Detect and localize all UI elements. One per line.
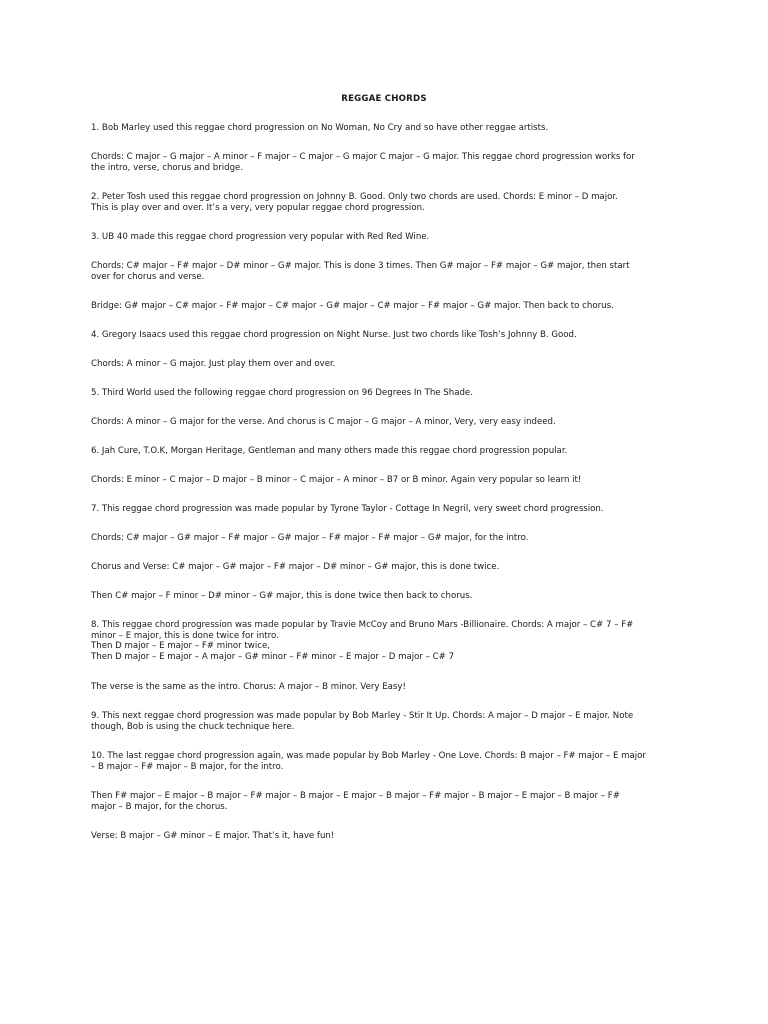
paragraph-9 — [91, 388, 681, 399]
paragraph-line: 2. Peter Tosh used this reggae chord progression on Johnny B. Good. Only two chords are used. Chords: E minor – D major. — [91, 192, 618, 202]
paragraph-3 — [91, 192, 681, 213]
paragraph-8 — [91, 359, 681, 370]
paragraph-2 — [91, 152, 681, 173]
paragraph-15 — [91, 562, 681, 573]
paragraph-11 — [91, 446, 681, 457]
paragraph-line: Then C# major – F minor – D# minor – G# major, this is done twice then back to chorus. — [91, 591, 473, 601]
paragraph-21 — [91, 791, 681, 812]
paragraph-line: Bridge: G# major – C# major – F# major – C# major – G# major – C# major – F# major – G# major. Then back to chorus. — [91, 301, 614, 311]
paragraph-line: 9. This next reggae chord progression was made popular by Bob Marley - Stir It Up. Chords: A major – D major – E major. Note — [91, 711, 634, 721]
paragraph-18 — [91, 682, 681, 693]
paragraph-line: Chorus and Verse: C# major – G# major – F# major – D# minor – G# major, this is done twice. — [91, 562, 500, 572]
paragraph-line: minor – E major, this is done twice for intro. — [91, 630, 279, 641]
paragraph-4 — [91, 232, 681, 243]
paragraph-10 — [91, 417, 681, 428]
paragraph-16 — [91, 591, 681, 602]
paragraph-5 — [91, 261, 681, 282]
paragraph-line: – B major – F# major – B major, for the intro. — [91, 761, 284, 772]
paragraph-line: 4. Gregory Isaacs used this reggae chord progression on Night Nurse. Just two chords like Tosh’s Johnny B. Good. — [91, 330, 577, 340]
paragraph-22 — [91, 831, 681, 842]
paragraph-line: 10. The last reggae chord progression again, was made popular by Bob Marley - One Love. Chords: B major – F# major – E major — [91, 751, 646, 761]
paragraph-line: though, Bob is using the chuck technique here. — [91, 721, 295, 732]
paragraph-line: The verse is the same as the intro. Chorus: A major – B minor. Very Easy! — [91, 682, 406, 692]
paragraph-line: Chords: C# major – G# major – F# major – G# major – F# major – F# major – G# major, for the intro. — [91, 533, 529, 543]
paragraph-line: Chords: A minor – G major for the verse. And chorus is C major – G major – A minor, Very, very easy indeed. — [91, 417, 556, 427]
paragraph-line: Then D major – E major – F# minor twice, — [91, 641, 270, 652]
paragraph-line: the intro, verse, chorus and bridge. — [91, 162, 244, 173]
paragraph-1 — [91, 123, 681, 134]
paragraph-line: 1. Bob Marley used this reggae chord progression on No Woman, No Cry and so have other reggae artists. — [91, 123, 549, 133]
paragraph-17 — [91, 620, 681, 662]
paragraph-line: Chords: E minor – C major – D major – B minor – C major – A minor – B7 or B minor. Again very popular so learn it! — [91, 475, 582, 485]
document-title: REGGAE CHORDS — [341, 94, 427, 104]
paragraph-line: major – B major, for the chorus. — [91, 801, 228, 812]
paragraph-7 — [91, 330, 681, 341]
paragraph-line: 6. Jah Cure, T.O.K, Morgan Heritage, Gentleman and many others made this reggae chord progression popular. — [91, 446, 568, 456]
paragraph-line: 5. Third World used the following reggae chord progression on 96 Degrees In The Shade. — [91, 388, 473, 398]
paragraph-line: Chords: C# major – F# major – D# minor – G# major. This is done 3 times. Then G# major – F# major – G# major, then start — [91, 261, 630, 271]
paragraph-line: 7. This reggae chord progression was made popular by Tyrone Taylor - Cottage In Negril, very sweet chord progression. — [91, 504, 604, 514]
paragraph-19 — [91, 711, 681, 732]
paragraph-20 — [91, 751, 681, 772]
paragraph-line: 8. This reggae chord progression was made popular by Travie McCoy and Bruno Mars -Billionaire. Chords: A major – C# 7 – F# — [91, 620, 634, 630]
paragraph-line: Chords: A minor – G major. Just play them over and over. — [91, 359, 336, 369]
paragraph-line: Then F# major – E major – B major – F# major – B major – E major – B major – F# major – B major – E major – B major – F# — [91, 791, 620, 801]
paragraph-line: 3. UB 40 made this reggae chord progression very popular with Red Red Wine. — [91, 232, 430, 242]
paragraph-14 — [91, 533, 681, 544]
paragraph-12 — [91, 475, 681, 486]
paragraph-line: Chords: C major – G major – A minor – F major – C major – G major C major – G major. This reggae chord progression works for — [91, 152, 635, 162]
paragraph-13 — [91, 504, 681, 515]
paragraph-6 — [91, 301, 681, 312]
paragraph-line: over for chorus and verse. — [91, 271, 205, 282]
paragraph-line: Verse: B major – G# minor – E major. That’s it, have fun! — [91, 831, 335, 841]
paragraph-line: This is play over and over. It’s a very, very popular reggae chord progression. — [91, 202, 425, 213]
paragraph-line: Then D major – E major – A major – G# minor – F# minor – E major – D major – C# 7 — [91, 651, 455, 662]
